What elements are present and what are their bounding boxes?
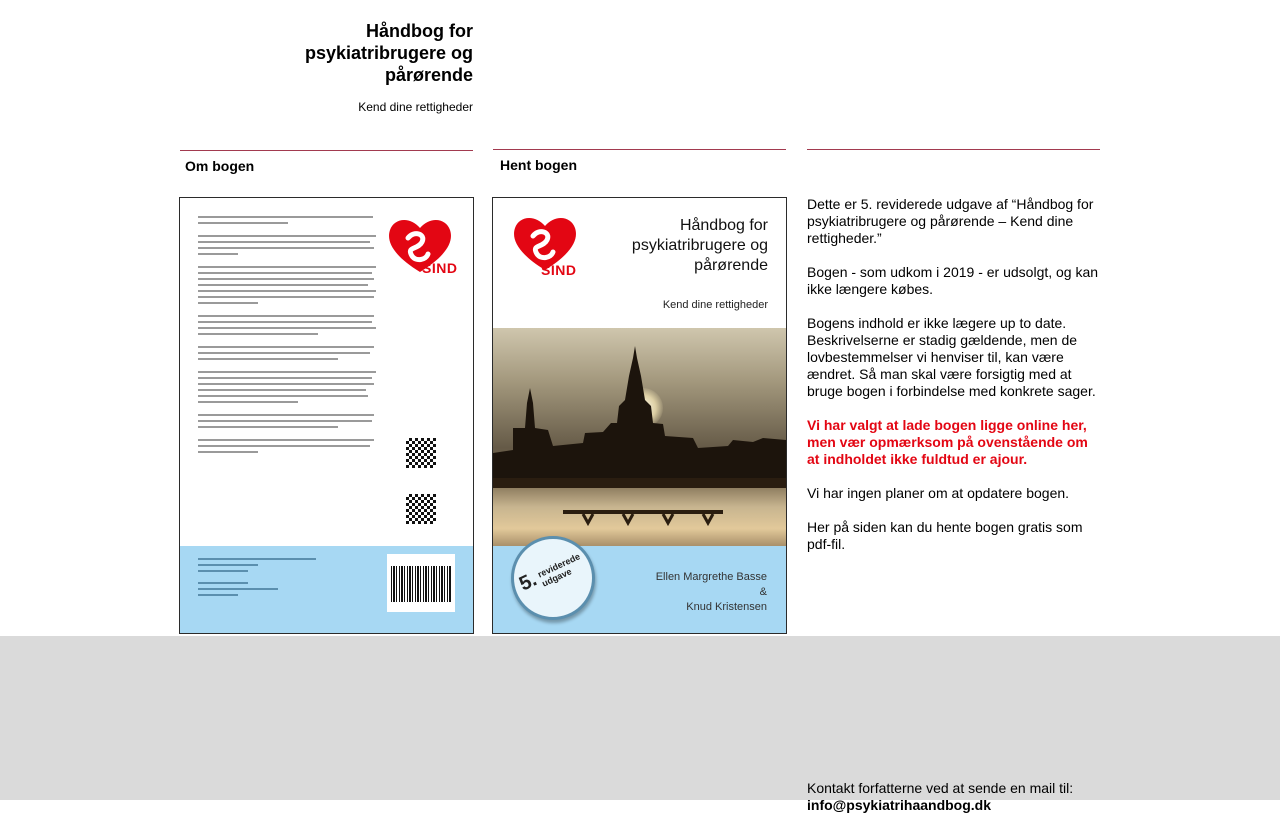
edition-badge	[511, 536, 595, 620]
front-cover-logo-text: SIND	[541, 262, 577, 278]
back-cover-footer	[180, 546, 473, 633]
nav-download-link[interactable]: Hent bogen	[500, 157, 577, 173]
divider-download	[493, 149, 786, 150]
qr-code-icon	[406, 438, 436, 468]
paragraph: Her på siden kan du hente bogen gratis som pdf-fil.	[807, 519, 1083, 552]
site-title: Håndbog for psykiatribrugere og pårørende	[304, 21, 473, 85]
edition-number: 5.	[515, 568, 541, 596]
paragraph: Dette er 5. reviderede udgave af “Håndbog for psykiatribrugere og pårørende – Kend dine rettigheder.”	[807, 196, 1094, 246]
contact-email-link[interactable]: info@psykiatrihaandbog.dk	[807, 797, 992, 813]
divider-about	[180, 150, 473, 151]
back-cover-text	[198, 216, 378, 457]
author-2: Knud Kristensen	[686, 601, 767, 613]
back-cover-image[interactable]	[179, 197, 474, 634]
cover-photo-sunset	[493, 328, 786, 546]
barcode-icon	[387, 554, 455, 612]
nav-about-link[interactable]: Om bogen	[185, 158, 255, 174]
author-1: Ellen Margrethe Basse	[655, 571, 767, 583]
contact-label: Kontakt forfatterne ved at sende en mail til:	[807, 780, 1074, 796]
site-subtitle: Kend dine rettigheder	[358, 100, 473, 114]
book-description	[807, 196, 1102, 570]
edition-label: reviderede udgave	[536, 551, 582, 589]
front-cover-title: Håndbog for psykiatribrugere og pårørende	[631, 217, 768, 274]
authors	[623, 570, 767, 615]
back-cover-logo-text: SIND	[422, 260, 458, 276]
warning-paragraph: Vi har valgt at lade bogen ligge online her, men vær opmærksom på ovenstående om at indholdet ikke fuldtud er ajour.	[807, 417, 1088, 467]
front-cover-subtitle: Kend dine rettigheder	[662, 299, 768, 311]
author-separator: &	[759, 586, 767, 598]
footer-band	[0, 636, 1280, 800]
paragraph: Bogens indhold er ikke lægere up to date. Beskrivelserne er stadig gældende, men de lovbestemmelser vi henviser til, kan være ændret. Så man skal være forsigtig med at bruge bogen i forbindelse med konkrete sager.	[807, 315, 1096, 399]
contact-text	[807, 780, 1107, 814]
front-cover-image[interactable]	[492, 197, 787, 634]
qr-code-icon	[406, 494, 436, 524]
paragraph: Vi har ingen planer om at opdatere bogen.	[807, 485, 1070, 501]
divider-info	[807, 149, 1100, 150]
paragraph: Bogen - som udkom i 2019 - er udsolgt, og kan ikke længere købes.	[807, 264, 1099, 297]
